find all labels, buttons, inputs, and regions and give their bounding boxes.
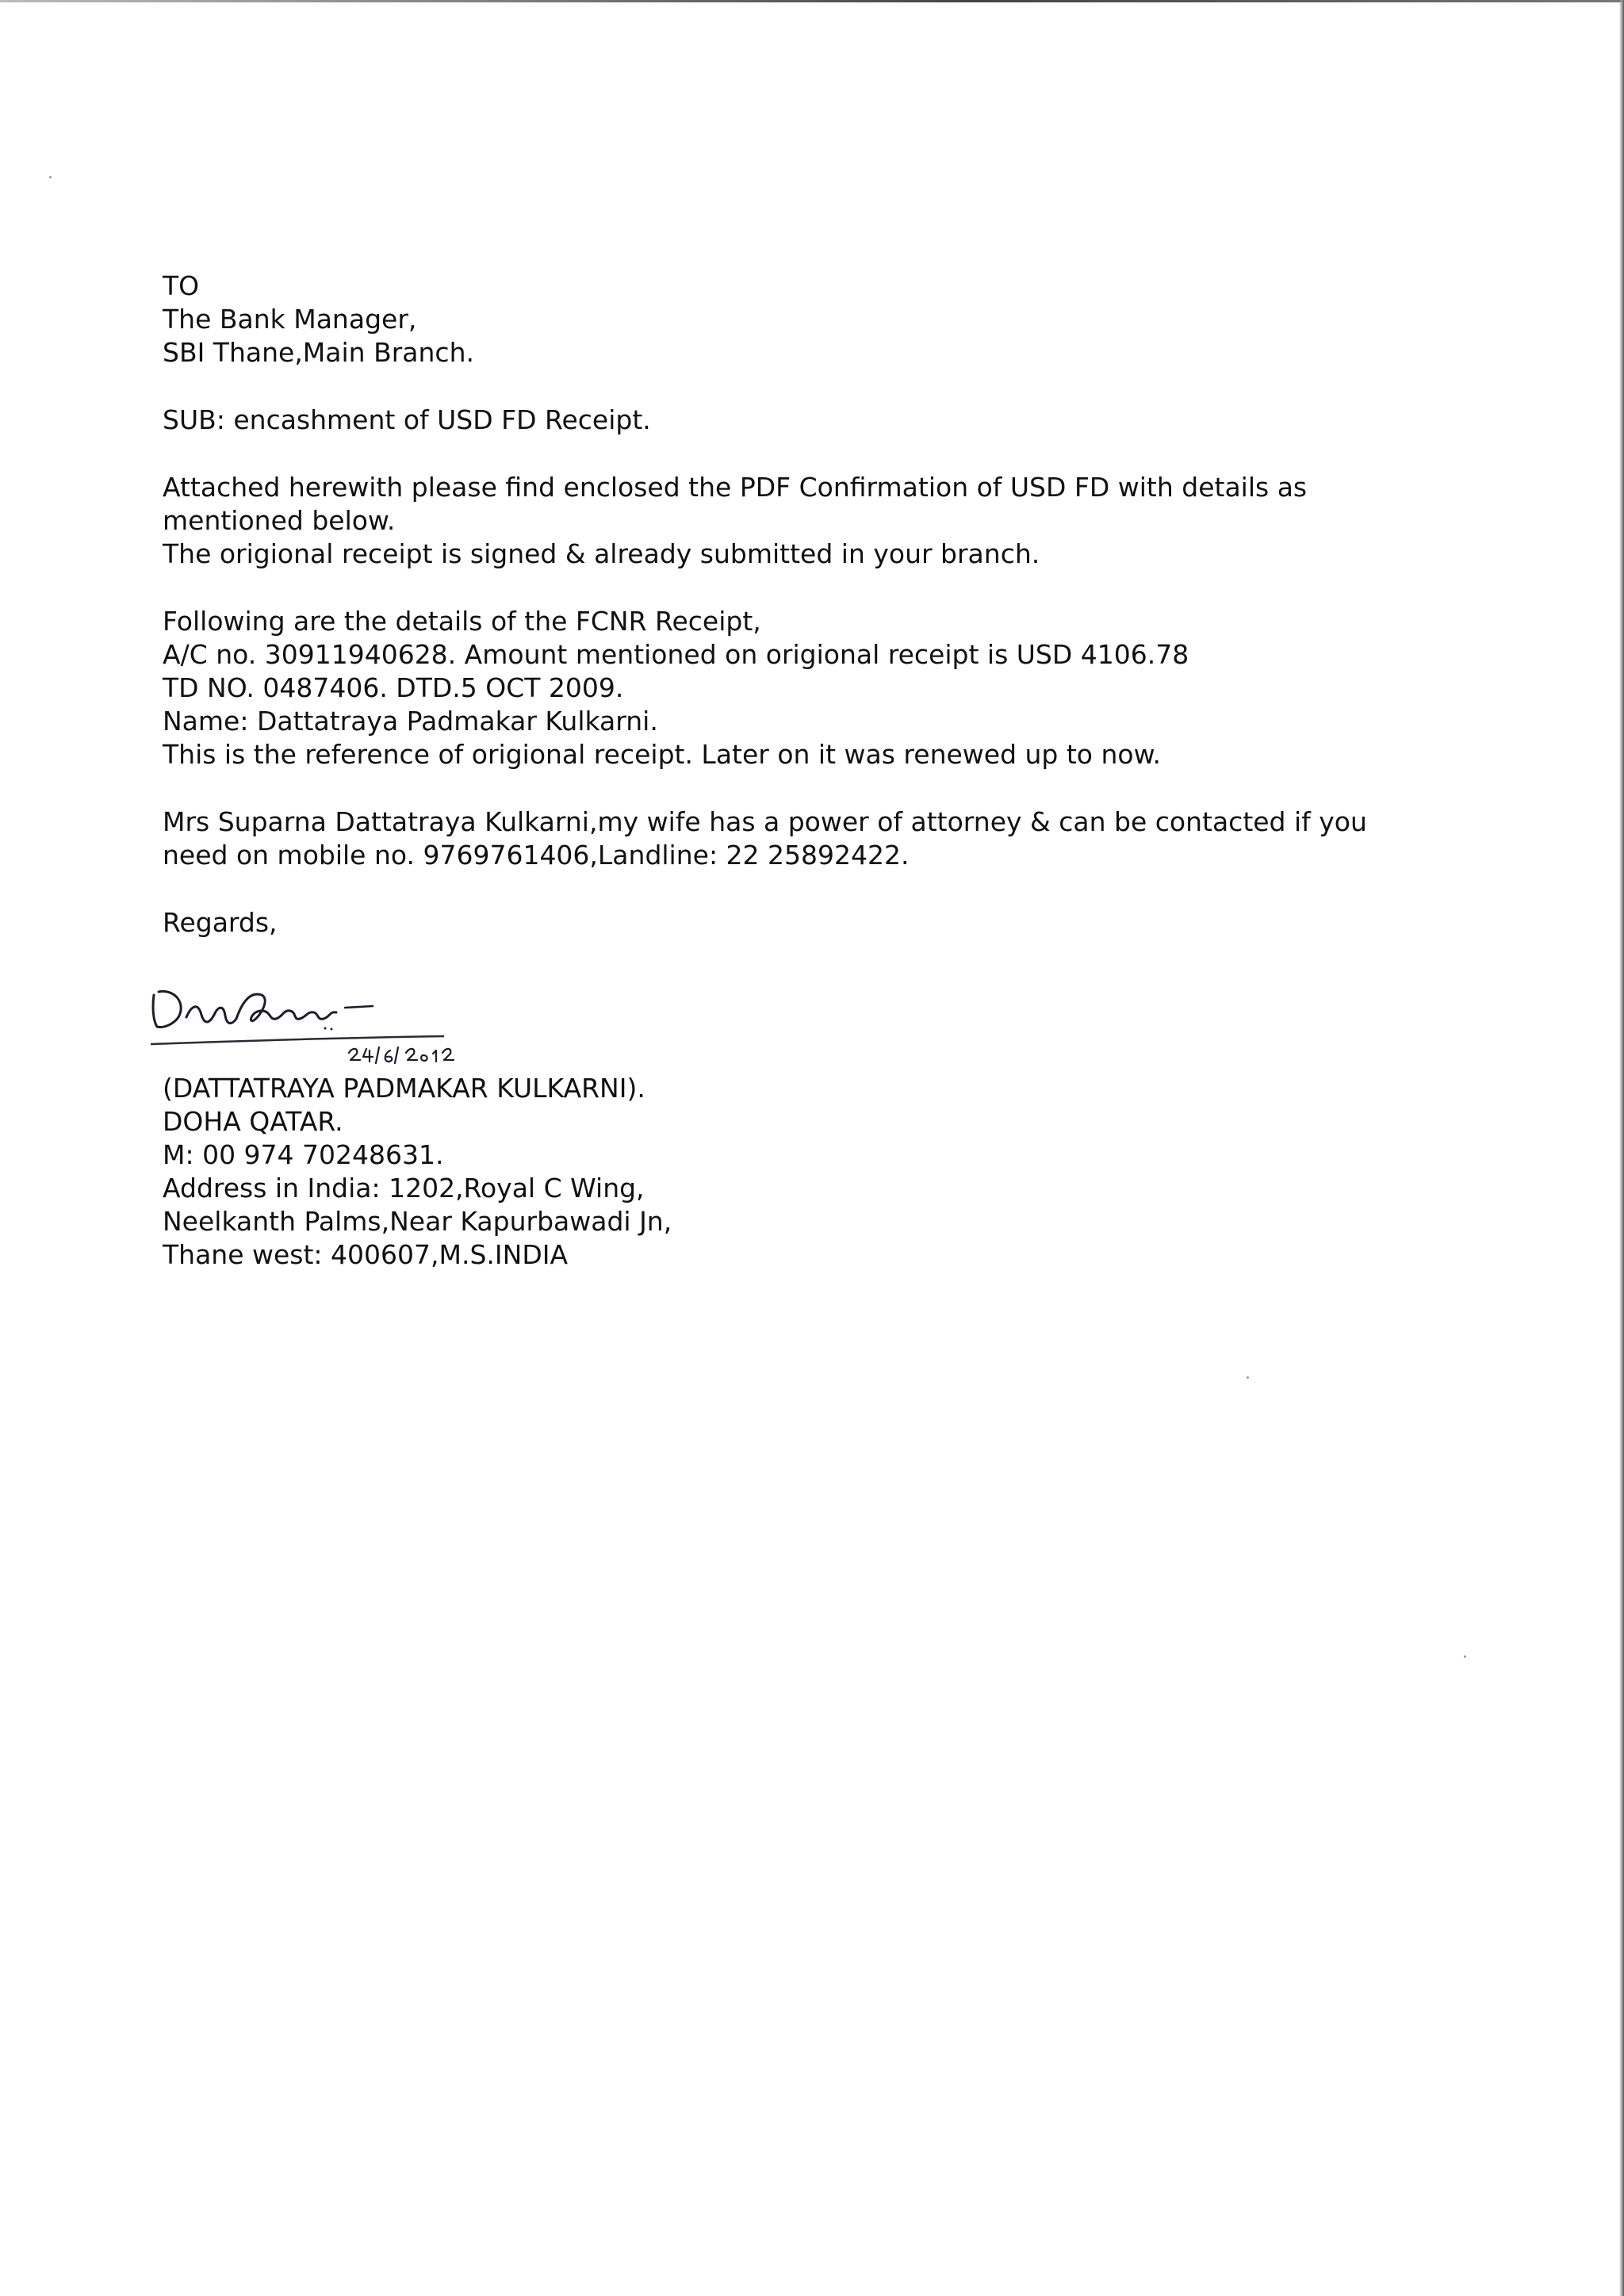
details-line: Name: Dattatraya Padmakar Kulkarni. bbox=[163, 706, 658, 737]
subject-block bbox=[163, 404, 1447, 437]
intro-line: Attached herewith please find enclosed the PDF Confirmation of USD FD with details as bbox=[163, 472, 1308, 503]
handwritten-signature bbox=[143, 971, 539, 1066]
scan-speck bbox=[1464, 1655, 1466, 1658]
intro-line: mentioned below. bbox=[163, 505, 396, 536]
scan-speck bbox=[1247, 1376, 1249, 1379]
sender-name: (DATTATRAYA PADMAKAR KULKARNI). bbox=[163, 1073, 645, 1104]
sender-block bbox=[163, 1072, 672, 1272]
scan-top-edge bbox=[0, 0, 1624, 2]
intro-paragraph bbox=[163, 471, 1447, 571]
recipient-name: The Bank Manager, bbox=[163, 304, 417, 335]
recipient-to: TO bbox=[163, 270, 200, 301]
recipient-branch: SBI Thane,Main Branch. bbox=[163, 337, 474, 368]
recipient-block bbox=[163, 270, 1447, 369]
intro-line: The origional receipt is signed & already submitted in your branch. bbox=[163, 538, 1040, 569]
subject-line: SUB: encashment of USD FD Receipt. bbox=[163, 404, 651, 435]
details-line: Following are the details of the FCNR Receipt, bbox=[163, 606, 761, 637]
letter-body bbox=[163, 270, 1447, 974]
sender-address-line: Thane west: 400607,M.S.INDIA bbox=[163, 1239, 569, 1270]
sender-address-line: Neelkanth Palms,Near Kapurbawadi Jn, bbox=[163, 1206, 672, 1237]
closing-regards: Regards, bbox=[163, 907, 278, 938]
scan-right-edge bbox=[1619, 0, 1624, 2296]
details-line: TD NO. 0487406. DTD.5 OCT 2009. bbox=[163, 672, 624, 703]
scan-speck bbox=[49, 176, 52, 178]
contact-line: Mrs Suparna Dattatraya Kulkarni,my wife has a power of attorney & can be contacted if you bbox=[163, 806, 1367, 837]
sender-location: DOHA QATAR. bbox=[163, 1106, 343, 1137]
contact-line: need on mobile no. 9769761406,Landline: 22 25892422. bbox=[163, 840, 910, 871]
closing-block bbox=[163, 906, 1447, 939]
sender-address-line: Address in India: 1202,Royal C Wing, bbox=[163, 1173, 645, 1203]
sender-mobile: M: 00 974 70248631. bbox=[163, 1139, 444, 1170]
contact-paragraph bbox=[163, 806, 1447, 872]
details-paragraph bbox=[163, 605, 1447, 771]
details-line: This is the reference of origional receipt. Later on it was renewed up to now. bbox=[163, 739, 1162, 770]
details-line: A/C no. 30911940628. Amount mentioned on origional receipt is USD 4106.78 bbox=[163, 639, 1189, 670]
